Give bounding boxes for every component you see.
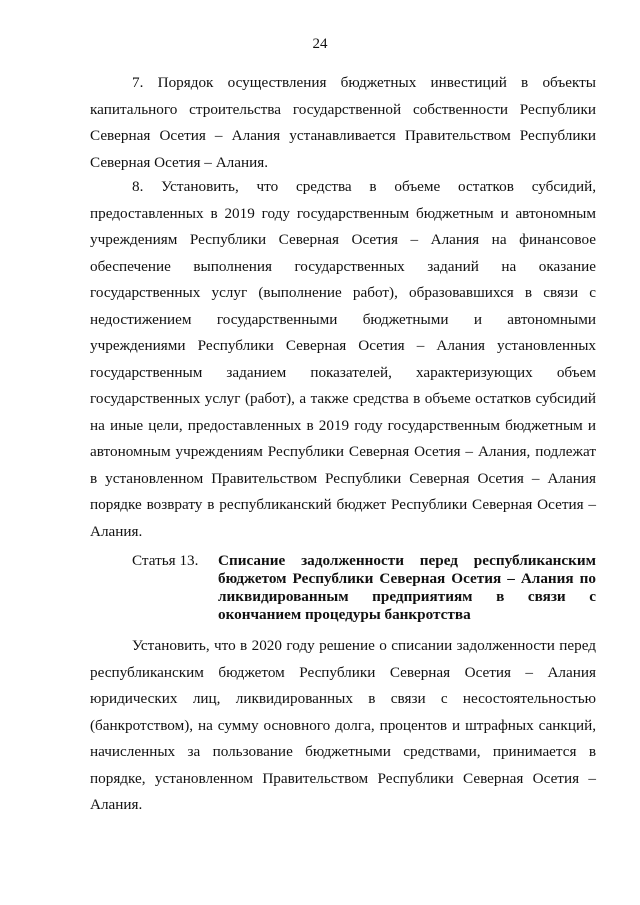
article-13-title: Списание задолженности перед республиканским бюджетом Республики Северная Осетия – Алания по ликвидированным предприятиям в связи с окончанием процедуры банкротства bbox=[218, 552, 596, 623]
article-13-text: Установить, что в 2020 году решение о списании задолженности перед республиканским бюджетом Республики Северная Осетия – Алания юридических лиц, ликвидированных в связи с несостоятельностью (банкротством), на сумму основного долга, процентов и штрафных санкций, начисленных за пользование бюджетными средствами, принимается в порядке, установленном Правительством Республики Северная Осетия – Алания. bbox=[90, 637, 596, 813]
paragraph-8: 8. Установить, что средства в объеме остатков субсидий, предоставленных в 2019 году государственным бюджетным и автономным учреждениям Республики Северная Осетия – Алания на финансовое обеспечение выполнения государственных заданий на оказание государственных услуг (выполнение работ), образовавшихся в связи с недостижением государственными бюджетными и автономными учреждениями Республики Северная Осетия – Алания установленных государственным заданием показателей, характеризующих объем государственных услуг (работ), а также средства в объеме остатков субсидий на иные цели, предоставленных в 2019 году государственным бюджетным и автономным учреждениям Республики Северная Осетия – Алания, подлежат в установленном Правительством Республики Северная Осетия – Алания порядке возврату в республиканский бюджет Республики Северная Осетия – Алания. bbox=[90, 178, 596, 540]
article-13-heading bbox=[132, 552, 596, 624]
article-13-number: Статья 13. bbox=[132, 552, 199, 569]
page-number: 24 bbox=[312, 36, 328, 52]
paragraph-7: 7. Порядок осуществления бюджетных инвестиций в объекты капитального строительства государственной собственности Республики Северная Осетия – Алания устанавливается Правительством Республики Северная Осетия – Алания. bbox=[90, 74, 596, 171]
